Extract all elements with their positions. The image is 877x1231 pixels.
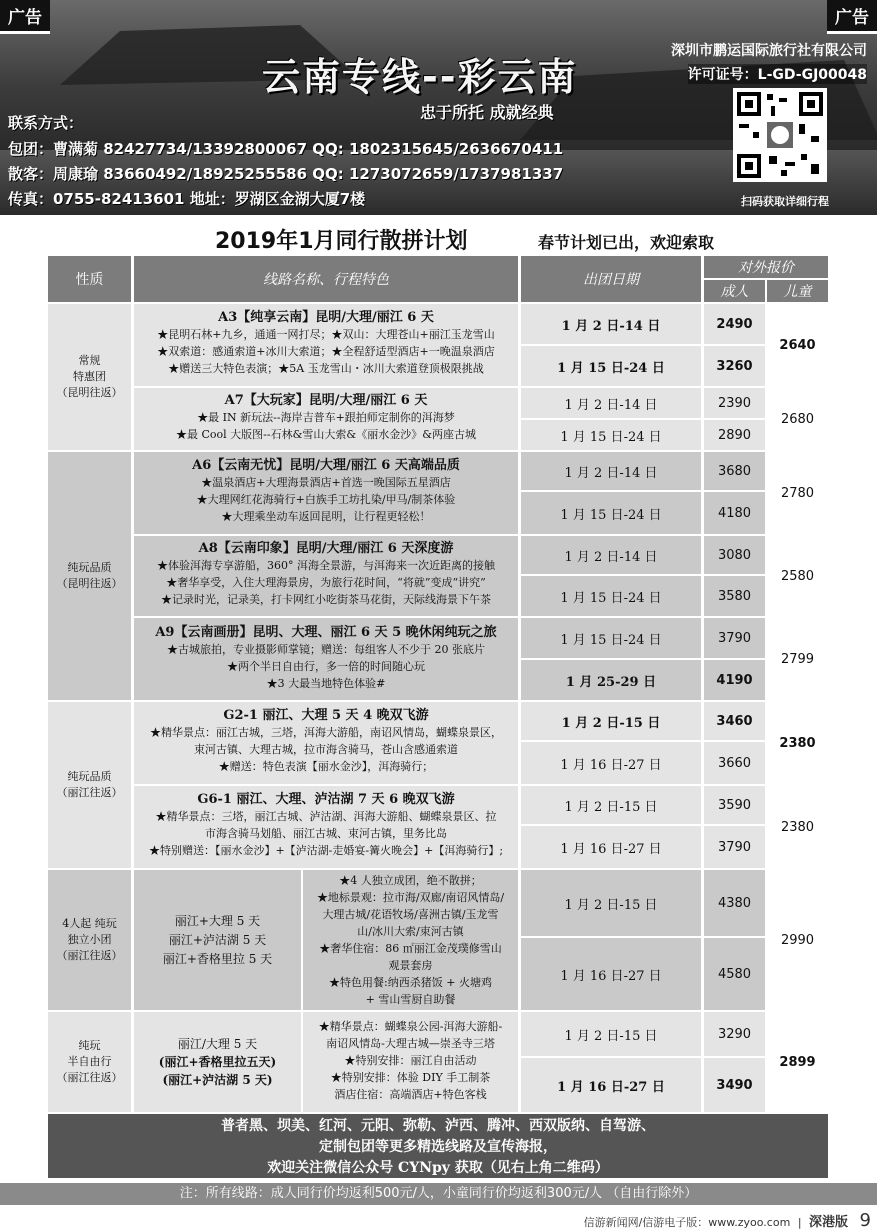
route-feature: ★精华景点：丽江古城，三塔，洱海大游船，南诏风情岛，蝴蝶泉景区， [150,726,502,739]
contact-label: 联系方式： [8,114,84,132]
route-a9 [134,618,518,700]
qr-code[interactable] [733,88,827,182]
route-sf-features [303,1012,518,1112]
child-price: 2380 [767,786,828,868]
route-feature: 市海含骑马划船、丽江古城、束河古镇，里务比岛 [205,827,447,840]
page-footer: 信游新闻网/信游电子版：www.zyoo.com | 深港版 9 [583,1210,871,1231]
rebate-note: 注：所有线路：成人同行价均返利500元/人，小童同行价均返利300元/人 （自由行除外） [0,1183,877,1205]
route-g61 [134,786,518,868]
route-feature: ★昆明石林+九乡，通通一网打尽；★双山：大理苍山+丽江玉龙雪山 [157,328,495,341]
header-type: 性质 [48,256,131,302]
company-name: 深圳市鹏运国际旅行社有限公司 [671,43,867,59]
adult-price: 3260 [704,346,765,386]
route-feature: ★大理乘坐动车返回昆明，让行程更轻松！ [221,510,431,523]
route-s4-features [303,870,518,1010]
route-feature: ★地标景观：拉市海/双廊/南诏风情岛/ [316,891,505,904]
date-cell: 1 月 2 日-14 日 [521,452,701,490]
route-name: (丽江+香格里拉五天) [158,1055,277,1069]
date-cell: 1 月 16 日-27 日 [521,826,701,868]
banner [0,0,877,215]
adult-price: 4190 [704,660,765,700]
route-feature: ★古城旅拍，专业摄影师掌镜；赠送：每组客人不少于 20 张底片 [167,643,485,656]
route-feature: ★最 Cool 大版图--石林&雪山大索&《丽水金沙》&两座古城 [176,428,476,441]
qr-caption: 扫码获取详细行程 [741,195,829,208]
child-price: 2380 [767,702,828,784]
adult-price: 3660 [704,742,765,784]
date-cell: 1 月 15 日-24 日 [521,618,701,658]
route-feature: 山/冰川大索/束河古镇 [357,925,464,938]
route-feature: ★4 人独立成团，绝不散拼； [339,874,482,887]
route-name: (丽江+泸沽湖 5 天) [162,1073,273,1087]
category-cell: 纯玩 半自由行 （丽江往返） [48,1012,131,1112]
date-cell: 1 月 2 日-15 日 [521,870,701,936]
date-cell: 1 月 2 日-14 日 [521,536,701,574]
date-cell: 1 月 2 日-15 日 [521,786,701,824]
route-title: A6【云南无忧】昆明/大理/丽江 6 天高端品质 [192,458,460,473]
adult-price: 3790 [704,618,765,658]
child-price: 2680 [767,388,828,450]
date-cell: 1 月 15 日-24 日 [521,420,701,450]
route-feature: + 雪山雪厨自助餐 [365,993,456,1006]
route-feature: ★3 大最当地特色体验# [266,677,386,690]
fax-address: 传真：0755-82413601 地址：罗湖区金湖大厦7楼 [8,190,366,208]
header-route: 线路名称、行程特色 [134,256,518,302]
route-feature: ★体验洱海专享游船，360° 洱海全景游，与洱海来一次近距离的接触 [157,559,495,572]
route-feature: 束河古镇、大理古城，拉市海含骑马，苍山含感通索道 [194,743,458,756]
route-feature: 酒店住宿：高端酒店+特色客栈 [334,1088,487,1101]
route-title: A9【云南画册】昆明、大理、丽江 6 天 5 晚休闲纯玩之旅 [155,625,497,640]
edition-label: 深港版 [809,1215,849,1230]
route-feature: ★赠送：特色表演【丽水金沙】，洱海骑行； [218,760,434,773]
route-feature: ★两个半日自由行，多一倍的时间随心玩 [227,660,425,673]
license-number: 许可证号：L-GD-GJ00048 [688,64,867,84]
route-feature: ★特别赠送：【丽水金沙】+【泸沽湖-走婚宴-篝火晚会】+【洱海骑行】; [148,844,504,857]
header-date: 出团日期 [521,256,701,302]
group-contact: 包团：曹满菊 82427734/13392800067 QQ: 1802315645/2636670411 [8,140,564,158]
banner-title: 云南专线--彩云南 [262,55,578,99]
route-g21 [134,702,518,784]
child-price: 2899 [767,1012,828,1112]
route-feature: 南诏风情岛-大理古城—崇圣寺三塔 [326,1037,495,1050]
route-feature: ★特别安排：体验 DIY 手工制茶 [330,1071,491,1084]
route-a7 [134,388,518,450]
adult-price: 3580 [704,576,765,616]
route-title: A7【大玩家】昆明/大理/丽江 6 天 [224,393,428,408]
adult-price: 3460 [704,702,765,740]
route-a6 [134,452,518,534]
category-cell: 纯玩品质 （昆明往返） [48,452,131,700]
adult-price: 3490 [704,1058,765,1112]
category-cell: 常规 特惠团 （昆明往返） [48,304,131,450]
page-number: 9 [859,1210,871,1231]
adult-price: 2490 [704,304,765,344]
adult-price: 2390 [704,388,765,418]
adult-price: 4180 [704,492,765,534]
header-adult: 成人 [704,280,765,302]
slogan: 忠于所托 成就经典 [420,103,554,122]
destinations-line: 定制包团等更多精选线路及宣传海报， [319,1139,557,1155]
route-title: G2-1 丽江、大理 5 天 4 晚双飞游 [223,708,429,723]
date-cell: 1 月 15 日-24 日 [521,346,701,386]
child-price: 2640 [767,304,828,386]
route-feature: ★大理网红花海骑行+白族手工坊扎染/甲马/制茶体验 [196,493,456,506]
route-feature: ★特别安排：丽江自由活动 [344,1054,477,1067]
date-cell: 1 月 16 日-27 日 [521,742,701,784]
route-title: A8【云南印象】昆明/大理/丽江 6 天深度游 [198,541,454,556]
route-feature: ★特色用餐:纳西杀猪饭 + 火塘鸡 [329,976,492,989]
destinations-line: 欢迎关注微信公众号 CYNpy 获取（见右上角二维码） [267,1160,609,1176]
route-feature: ★最 IN 新玩法--海岸吉普车+跟拍师定制你的洱海梦 [197,411,455,424]
plan-note: 春节计划已出，欢迎索取 [538,233,715,252]
adult-price: 3590 [704,786,765,824]
date-cell: 1 月 2 日-14 日 [521,388,701,418]
route-title: A3【纯享云南】昆明/大理/丽江 6 天 [218,310,434,325]
more-destinations [48,1114,828,1178]
route-feature: ★记录时光，记录美，打卡网红小吃街茶马花街，天际线海景下午茶 [161,593,491,606]
adult-price: 4580 [704,938,765,1010]
route-feature: ★奢华住宿：86 ㎡丽江金茂璞修雪山 [319,942,502,955]
adult-price: 2890 [704,420,765,450]
adult-price: 3790 [704,826,765,868]
adult-price: 3680 [704,452,765,490]
date-cell: 1 月 15 日-24 日 [521,576,701,616]
route-feature: 观景套房 [388,959,433,972]
category-cell: 4人起 纯玩 独立小团 （丽江往返） [48,870,131,1010]
destinations-line: 普者黑、坝美、红河、元阳、弥勒、泸西、腾冲、西双版纳、自驾游、 [221,1118,655,1134]
child-price: 2799 [767,618,828,700]
route-feature: ★赠送三大特色表演；★5A 玉龙雪山・冰川大索道登顶极限挑战 [168,362,484,375]
route-feature: ★温泉酒店+大理海景酒店+首选一晚国际五星酒店 [201,476,451,489]
date-cell: 1 月 2 日-15 日 [521,1012,701,1056]
retail-contact: 散客：周康瑜 83660492/18925255586 QQ: 1273072659/1737981337 [8,165,564,183]
adult-price: 3290 [704,1012,765,1056]
adult-price: 3080 [704,536,765,574]
route-a8 [134,536,518,616]
child-price: 2990 [767,870,828,1010]
route-feature: 大理古城/花语牧场/喜洲古镇/玉龙雪 [322,908,499,921]
date-cell: 1 月 16 日-27 日 [521,938,701,1010]
header-child: 儿童 [767,280,828,302]
route-title: G6-1 丽江、大理、泸沽湖 7 天 6 晚双飞游 [197,792,455,807]
route-feature: ★精华景点：三塔，丽江古城、泸沽湖、洱海大游船、蝴蝶泉景区、拉 [155,810,497,823]
route-feature: ★奢华享受，入住大理海景房，为旅行花时间，“将就”变成“讲究” [166,576,486,589]
route-feature: ★精华景点：蝴蝶泉公园-洱海大游船- [318,1020,503,1033]
child-price: 2580 [767,536,828,616]
date-cell: 1 月 25-29 日 [521,660,701,700]
category-cell: 纯玩品质 （丽江往返） [48,702,131,868]
ad-label: 广告 [0,0,50,34]
date-cell: 1 月 16 日-27 日 [521,1058,701,1112]
plan-title: 2019年1月同行散拼计划 [215,229,468,254]
ad-label: 广告 [827,0,877,34]
route-name: 丽江/大理 5 天 [177,1037,258,1051]
route-a3 [134,304,518,386]
date-cell: 1 月 2 日-15 日 [521,702,701,740]
date-cell: 1 月 2 日-14 日 [521,304,701,344]
route-names-sf [134,1012,301,1112]
header-quote: 对外报价 [704,256,828,278]
adult-price: 4380 [704,870,765,936]
site-label: 信游新闻网/信游电子版：www.zyoo.com [583,1216,791,1229]
date-cell: 1 月 15 日-24 日 [521,492,701,534]
route-feature: ★双索道：感通索道+冰川大索道；★全程舒适型酒店+一晚温泉酒店 [157,345,495,358]
route-names-s4: 丽江+大理 5 天 丽江+泸沽湖 5 天 丽江+香格里拉 5 天 [134,870,301,1010]
child-price: 2780 [767,452,828,534]
